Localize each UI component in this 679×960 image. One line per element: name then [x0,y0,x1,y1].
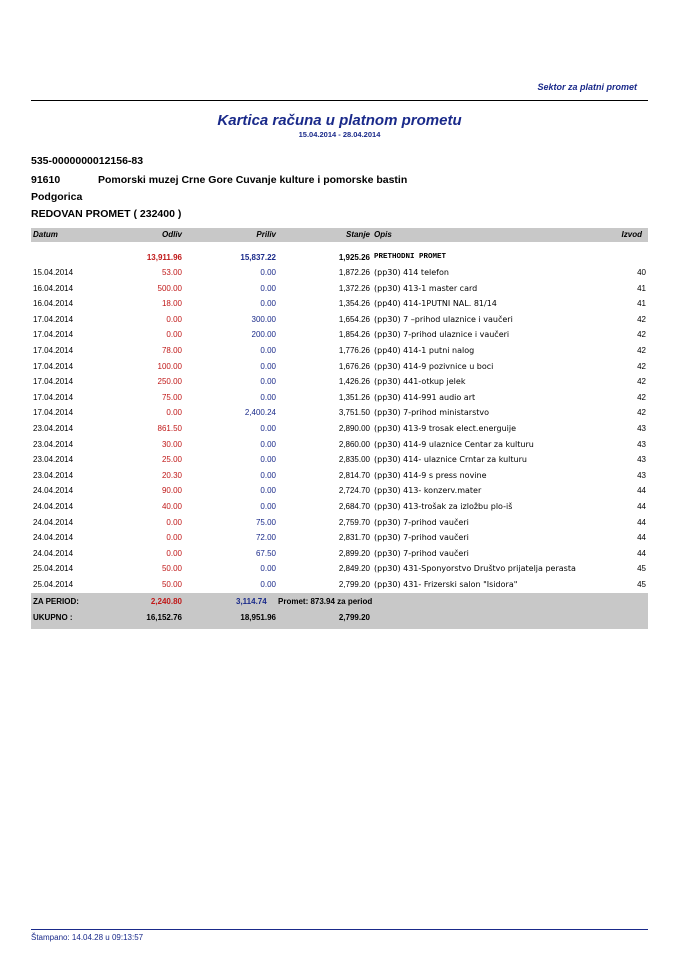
cell-stanje: 2,890.00 [338,424,370,433]
cell-opis: (pp30) 413-9 trosak elect.energuije [374,424,517,433]
previous-priliv: 15,837.22 [240,253,276,262]
cell-datum: 17.04.2014 [33,408,74,418]
cell-izvod: 40 [637,268,646,277]
top-divider [31,100,648,101]
cell-izvod: 44 [637,502,646,511]
cell-opis: (pp30) 414-9 pozivnice u boci [374,361,494,371]
previous-stanje: 1,925.26 [338,253,370,262]
cell-stanje: 1,776.26 [338,346,370,355]
cell-izvod: 42 [637,330,646,340]
cell-datum: 23.04.2014 [33,439,74,449]
cell-izvod: 43 [637,424,646,433]
table-row [31,500,648,514]
cell-odliv: 0.00 [166,408,182,418]
previous-balance-row [31,251,648,265]
cell-odliv: 20.30 [161,470,182,480]
cell-opis: (pp30) 441-otkup jelek [374,377,466,387]
cell-stanje: 1,872.26 [338,268,370,277]
cell-opis: (pp30) 7-prihod ulaznice i vaučeri [374,330,510,340]
organization-city: Podgorica [31,191,83,203]
table-row [31,375,648,389]
table-row [31,562,648,576]
cell-priliv: 0.00 [260,377,276,387]
cell-datum: 17.04.2014 [33,346,74,355]
account-number: 535-0000000012156-83 [31,155,144,167]
cell-stanje: 1,854.26 [338,330,370,340]
cell-izvod: 44 [637,533,646,543]
cell-datum: 24.04.2014 [33,486,74,496]
cell-stanje: 2,831.70 [338,533,370,543]
table-row [31,266,648,280]
cell-izvod: 41 [637,299,646,309]
cell-odliv: 30.00 [161,439,182,449]
cell-priliv: 0.00 [260,346,276,355]
table-row [31,547,648,561]
table-row [31,578,648,592]
cell-priliv: 0.00 [260,580,276,589]
cell-izvod: 43 [637,455,646,465]
cell-priliv: 0.00 [260,486,276,496]
cell-odliv: 250.00 [157,377,182,387]
column-datum: Datum [33,230,58,239]
cell-datum: 25.04.2014 [33,580,74,589]
cell-datum: 17.04.2014 [33,314,74,324]
cell-stanje: 2,860.00 [338,439,370,449]
cell-odliv: 50.00 [161,564,182,574]
cell-stanje: 2,724.70 [338,486,370,496]
cell-datum: 24.04.2014 [33,548,74,558]
cell-izvod: 42 [637,361,646,371]
cell-stanje: 2,684.70 [338,502,370,511]
bottom-divider [31,929,648,930]
cell-opis: (pp30) 414- ulaznice Crntar za kulturu [374,455,527,465]
organization-line [31,174,407,186]
table-row [31,391,648,405]
cell-priliv: 200.00 [251,330,276,340]
table-row [31,282,648,296]
cell-opis: (pp30) 413-1 master card [374,283,478,293]
table-row [31,297,648,311]
organization-name: Pomorski muzej Crne Gore Cuvanje kulture i pomorske bastin [98,174,408,186]
cell-opis: (pp30) 7-prihod ministarstvo [374,408,490,418]
cell-opis: (pp30) 414-9 s press novine [374,470,487,480]
cell-datum: 25.04.2014 [33,564,74,574]
cell-opis: (pp30) 7-prihod vaučeri [374,548,469,558]
cell-priliv: 300.00 [251,314,276,324]
table-row [31,360,648,374]
cell-datum: 17.04.2014 [33,392,74,402]
cell-odliv: 0.00 [166,314,182,324]
cell-datum: 23.04.2014 [33,424,74,433]
cell-izvod: 43 [637,439,646,449]
cell-opis: (pp30) 7-prihod vaučeri [374,533,469,543]
cell-odliv: 40.00 [161,502,182,511]
transaction-regime: REDOVAN PROMET ( 232400 ) [31,208,182,220]
column-odliv: Odliv [161,230,182,239]
cell-stanje: 1,354.26 [338,299,370,309]
column-opis: Opis [374,230,392,239]
cell-izvod: 44 [637,548,646,558]
cell-opis: (pp30) 413-trošak za izložbu plo-iš [374,502,513,511]
cell-odliv: 75.00 [161,392,182,402]
cell-stanje: 3,751.50 [338,408,370,418]
cell-datum: 16.04.2014 [33,283,74,293]
cell-priliv: 0.00 [260,455,276,465]
cell-opis: (pp30) 431- Frizerski salon "Isidora" [374,580,518,589]
cell-odliv: 53.00 [161,268,182,277]
cell-odliv: 0.00 [166,533,182,543]
table-row [31,469,648,483]
totals-footer [31,593,648,629]
sector-label: Sektor za platni promet [537,82,637,92]
cell-odliv: 500.00 [157,283,182,293]
column-priliv: Priliv [256,230,276,239]
page-title: Kartica računa u platnom prometu [217,112,462,129]
cell-stanje: 2,799.20 [338,580,370,589]
cell-priliv: 0.00 [260,439,276,449]
cell-stanje: 2,814.70 [338,470,370,480]
cell-priliv: 67.50 [255,548,276,558]
cell-datum: 23.04.2014 [33,455,74,465]
previous-odliv: 13,911.96 [146,253,182,262]
table-row [31,516,648,530]
cell-priliv: 0.00 [260,424,276,433]
cell-datum: 16.04.2014 [33,299,74,309]
organization-code: 91610 [31,174,61,186]
cell-odliv: 0.00 [166,330,182,340]
total-label: UKUPNO : [33,613,73,622]
period-label: ZA PERIOD: [33,597,79,606]
cell-priliv: 0.00 [260,283,276,293]
cell-izvod: 42 [637,392,646,402]
period-promet: Promet: 873.94 za period [278,597,373,606]
cell-opis: (pp40) 414-1PUTNI NAL. 81/14 [374,299,497,309]
column-stanje: Stanje [345,230,370,239]
total-stanje: 2,799.20 [338,613,370,622]
cell-priliv: 72.00 [255,533,276,543]
table-header [31,228,648,242]
cell-datum: 17.04.2014 [33,330,74,340]
cell-izvod: 44 [637,486,646,496]
cell-izvod: 43 [637,470,646,480]
cell-stanje: 1,351.26 [338,392,370,402]
cell-stanje: 1,426.26 [338,377,370,387]
cell-izvod: 45 [637,564,646,574]
table-row [31,406,648,420]
cell-datum: 24.04.2014 [33,533,74,543]
cell-stanje: 2,849.20 [338,564,370,574]
cell-datum: 17.04.2014 [33,377,74,387]
cell-odliv: 100.00 [157,361,182,371]
cell-stanje: 1,654.26 [338,314,370,324]
table-row [31,313,648,327]
cell-priliv: 0.00 [260,502,276,511]
cell-stanje: 2,899.20 [338,548,370,558]
cell-odliv: 50.00 [161,580,182,589]
table-row [31,484,648,498]
cell-odliv: 861.50 [157,424,182,433]
table-row [31,344,648,358]
cell-datum: 24.04.2014 [33,517,74,527]
previous-opis: PRETHODNI PROMET [374,253,447,261]
cell-opis: (pp30) 414 telefon [374,268,449,277]
cell-datum: 23.04.2014 [33,470,74,480]
total-priliv: 18,951.96 [240,613,276,622]
cell-opis: (pp30) 431-Sponyorstvo Društvo prijatelja perasta [374,564,576,574]
printed-timestamp: Štampano: 14.04.28 u 09:13:57 [31,933,144,942]
cell-odliv: 25.00 [161,455,182,465]
table-row [31,422,648,436]
cell-izvod: 44 [637,517,646,527]
cell-opis: (pp30) 7-prihod vaučeri [374,517,469,527]
period-priliv: 3,114.74 [236,597,267,606]
cell-priliv: 75.00 [255,517,276,527]
cell-priliv: 0.00 [260,299,276,309]
cell-izvod: 42 [637,346,646,355]
cell-odliv: 78.00 [161,346,182,355]
cell-izvod: 42 [637,377,646,387]
cell-odliv: 0.00 [166,517,182,527]
cell-stanje: 2,835.00 [338,455,370,465]
cell-priliv: 0.00 [260,392,276,402]
cell-izvod: 41 [637,283,646,293]
cell-priliv: 0.00 [260,361,276,371]
cell-izvod: 42 [637,314,646,324]
table-row [31,438,648,452]
cell-priliv: 0.00 [260,470,276,480]
cell-datum: 15.04.2014 [33,268,74,277]
cell-odliv: 90.00 [161,486,182,496]
cell-stanje: 1,676.26 [338,361,370,371]
cell-izvod: 45 [637,580,646,589]
cell-opis: (pp30) 414-991 audio art [374,392,476,402]
period-odliv: 2,240.80 [150,597,182,606]
cell-priliv: 2,400.24 [244,408,276,418]
cell-odliv: 18.00 [161,299,182,309]
table-row [31,453,648,467]
cell-stanje: 2,759.70 [338,517,370,527]
cell-priliv: 0.00 [260,564,276,574]
table-row [31,328,648,342]
date-range: 15.04.2014 - 28.04.2014 [298,130,381,139]
cell-odliv: 0.00 [166,548,182,558]
cell-datum: 24.04.2014 [33,502,74,511]
cell-opis: (pp40) 414-1 putni nalog [374,346,475,355]
column-izvod: Izvod [621,230,642,239]
cell-opis: (pp30) 414-9 ulaznice Centar za kulturu [374,439,534,449]
cell-opis: (pp30) 413- konzerv.mater [374,486,482,496]
total-odliv: 16,152.76 [146,613,182,622]
cell-priliv: 0.00 [260,268,276,277]
table-row [31,531,648,545]
cell-stanje: 1,372.26 [338,283,370,293]
cell-datum: 17.04.2014 [33,361,74,371]
cell-izvod: 42 [637,408,646,418]
cell-opis: (pp30) 7 –prihod ulaznice i vaučeri [374,314,513,324]
